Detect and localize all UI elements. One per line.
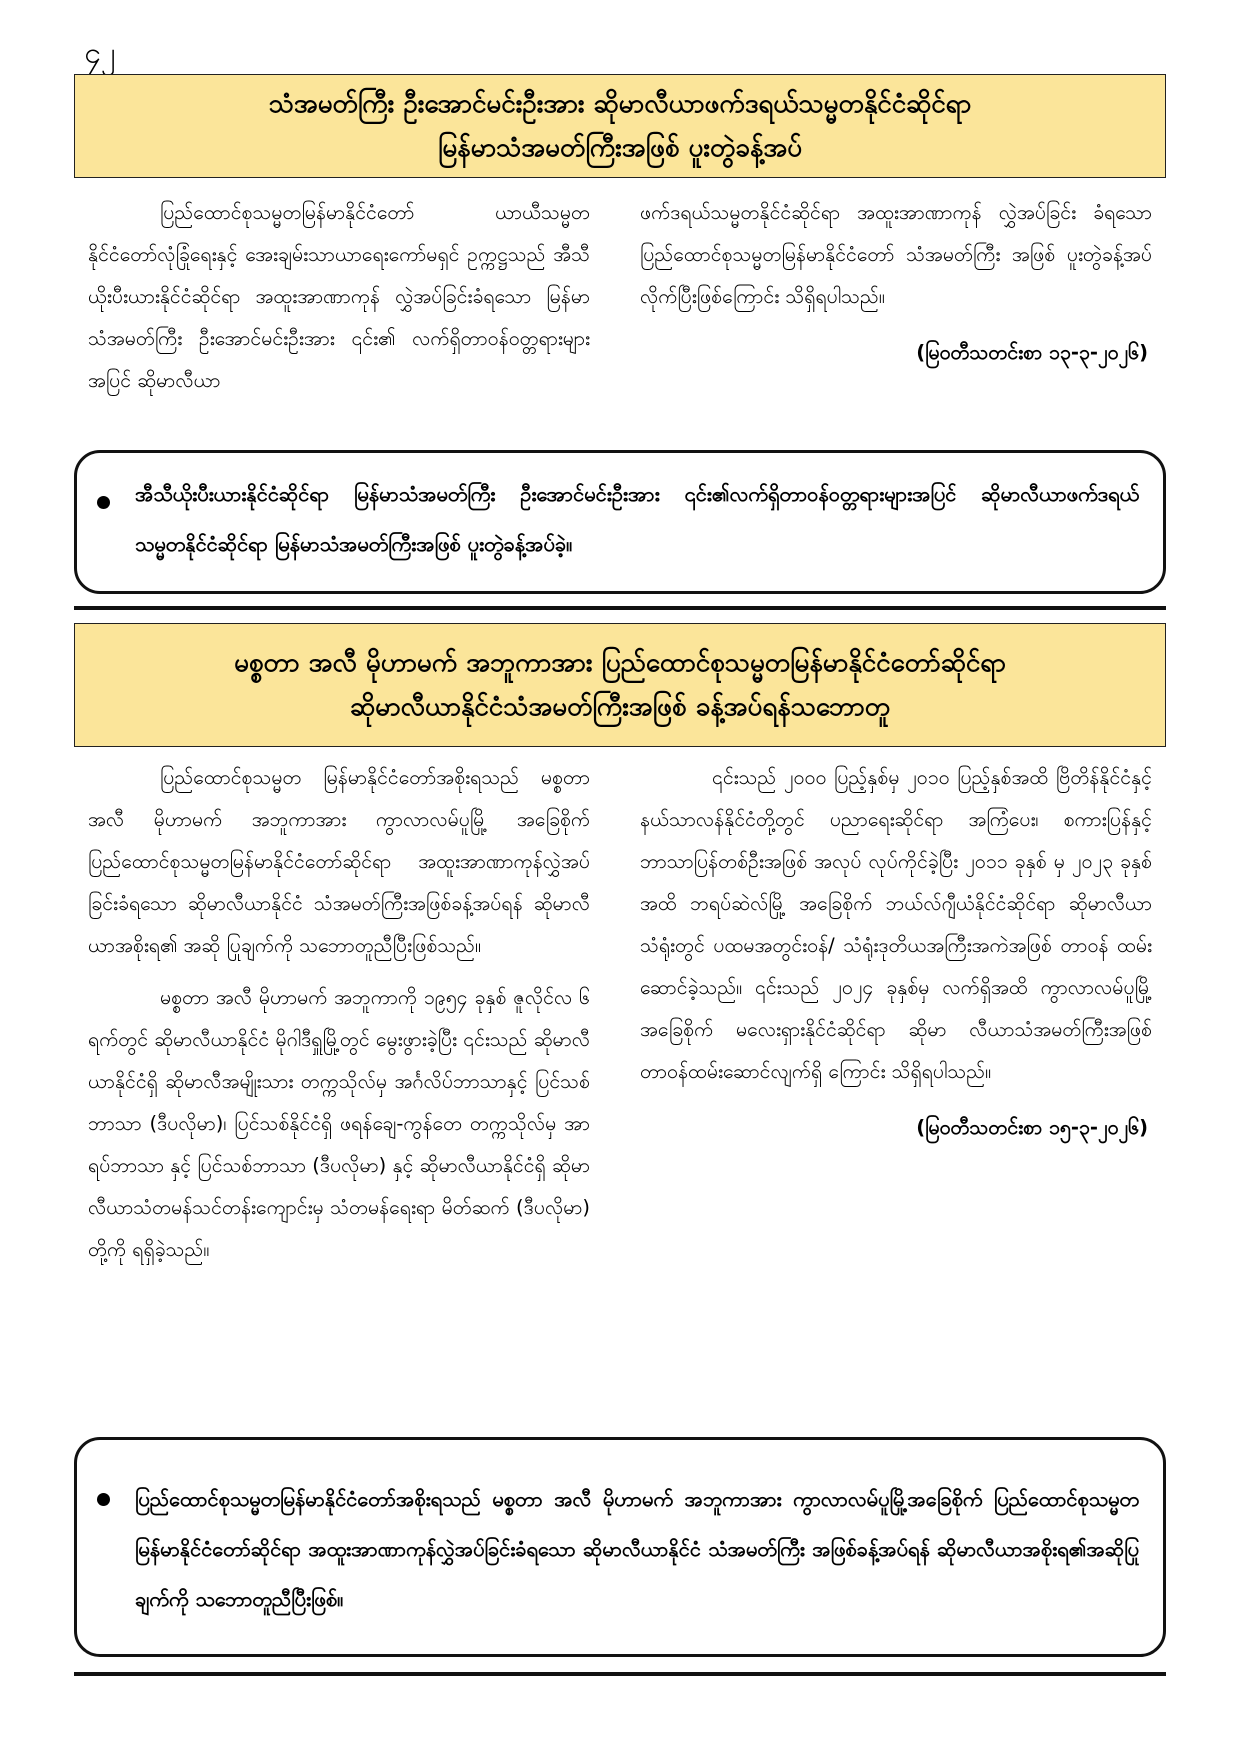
article-2-left-paragraph-1: ပြည်ထောင်စုသမ္မတ မြန်မာနိုင်ငံတော်အစိုးရသည် မစ္စတာ အလီ မိုဟာမက် အဘူကာအား ကွာလာလမ်ပူမြို့ အခြေစိုက် ပြည်ထောင်စုသမ္မတမြန်မာနိုင်ငံတော်ဆိုင်ရာ အထူးအာဏာကုန်လွှဲအပ်ခြင်းခံရသော ဆိုမာလီယာနိုင်ငံ သံအမတ်ကြီးအဖြစ်ခန့်အပ်ရန် ဆိုမာလီယာအစိုးရ၏ အဆို ပြုချက်ကို သဘောတူညီပြီးဖြစ်သည်။ [88,766,590,957]
article-2-source: (မြဝတီသတင်းစာ ၁၅-၃-၂၀၂၆) [916,1116,1148,1139]
article-1-right-paragraph: ဖက်ဒရယ်သမ္မတနိုင်ငံဆိုင်ရာ အထူးအာဏာကုန် လွှဲအပ်ခြင်း ခံရသော ပြည်ထောင်စုသမ္မတမြန်မာနိုင်ငံတော် သံအမတ်ကြီး အဖြစ် ပူးတွဲခန့်အပ်လိုက်ပြီးဖြစ်ကြောင်း သိရှိရပါသည်။ [640,201,1152,308]
article-2-left-paragraph-2: မစ္စတာ အလီ မိုဟာမက် အဘူကာကို ၁၉၅၄ ခုနှစ် ဇူလိုင်လ ၆ ရက်တွင် ဆိုမာလီယာနိုင်ငံ မိုဂါဒီရှူမြို့တွင် မွေးဖွားခဲ့ပြီး ၎င်းသည် ဆိုမာလီယာနိုင်ငံရှိ ဆိုမာလီအမျိုးသား တက္ကသိုလ်မှ အင်္ဂလိပ်ဘာသာနှင့် ပြင်သစ်ဘာသာ (ဒီပလိုမာ)၊ ပြင်သစ်နိုင်ငံရှိ ဖရန်ချေ-ကွန်တေ တက္ကသိုလ်မှ အာရပ်ဘာသာ နှင့် ပြင်သစ်ဘာသာ (ဒီပလိုမာ) နှင့် ဆိုမာလီယာနိုင်ငံရှိ ဆိုမာလီယာသံတမန်သင်တန်းကျောင်းမှ သံတမန်ရေးရာ မိတ်ဆက် (ဒီပလိုမာ) တို့ကို ရရှိခဲ့သည်။ [88,986,590,1261]
page-number: ၄၂ [84,36,116,71]
article-1-summary: အီသီယိုးပီးယားနိုင်ငံဆိုင်ရာ မြန်မာသံအမတ်ကြီး ဦးအောင်မင်းဦးအား ၎င်း၏လက်ရှိတာဝန်ဝတ္တရားများအပြင် ဆိုမာလီယာဖက်ဒရယ်သမ္မတနိုင်ငံဆိုင်ရာ မြန်မာသံအမတ်ကြီးအဖြစ် ပူးတွဲခန့်အပ်ခဲ့။ [135,482,1139,556]
bullet-icon [97,1493,110,1506]
article-2-summary-box [74,1437,1166,1657]
article-1-right-column [640,192,1152,374]
article-1-left-column [88,192,590,402]
bottom-divider [74,1672,1166,1676]
article-1-title [74,74,1166,178]
article-1-title-line-2: မြန်မာသံအမတ်ကြီးအဖြစ် ပူးတွဲခန့်အပ် [437,133,803,163]
section-divider [74,606,1166,610]
article-1-left-paragraph: ပြည်ထောင်စုသမ္မတမြန်မာနိုင်ငံတော် ယာယီသမ္မတ နိုင်ငံတော်လုံခြုံရေးနှင့် အေးချမ်းသာယာရေးကော်မရှင် ဥက္ကဋ္ဌသည် အီသီယိုးပီးယားနိုင်ငံဆိုင်ရာ အထူးအာဏာကုန် လွှဲအပ်ခြင်းခံရသော မြန်မာသံအမတ်ကြီး ဦးအောင်မင်းဦးအား ၎င်း၏ လက်ရှိတာဝန်ဝတ္တရားများအပြင် ဆိုမာလီယာ [88,201,590,392]
article-2-title-line-2: ဆိုမာလီယာနိုင်ငံသံအမတ်ကြီးအဖြစ် ခန့်အပ်ရန်သဘောတူ [349,692,891,722]
article-1-summary-box [74,450,1166,594]
article-1-title-line-1: သံအမတ်ကြီး ဦးအောင်မင်းဦးအား ဆိုမာလီယာဖက်ဒရယ်သမ္မတနိုင်ငံဆိုင်ရာ [268,89,972,119]
article-2-right-paragraph: ၎င်းသည် ၂၀၀၀ ပြည့်နှစ်မှ ၂၀၁၀ ပြည့်နှစ်အထိ ဗြိတိန်နိုင်ငံနှင့် နယ်သာလန်နိုင်ငံတို့တွင် ပညာရေးဆိုင်ရာ အကြံပေး၊ စကားပြန်နှင့် ဘာသာပြန်တစ်ဦးအဖြစ် အလုပ် လုပ်ကိုင်ခဲ့ပြီး ၂၀၁၁ ခုနှစ် မှ ၂၀၂၃ ခုနှစ်အထိ ဘရပ်ဆဲလ်မြို့ အခြေစိုက် ဘယ်လ်ဂျီယံနိုင်ငံဆိုင်ရာ ဆိုမာလီယာသံရုံးတွင် ပထမအတွင်းဝန်/ သံရုံးဒုတိယအကြီးအကဲအဖြစ် တာဝန် ထမ်းဆောင်ခဲ့သည်။ ၎င်းသည် ၂၀၂၄ ခုနှစ်မှ လက်ရှိအထိ ကွာလာလမ်ပူမြို့အခြေစိုက် မလေးရှားနိုင်ငံဆိုင်ရာ ဆိုမာ လီယာသံအမတ်ကြီးအဖြစ် တာဝန်ထမ်းဆောင်လျက်ရှိ ကြောင်း သိရှိရပါသည်။ [640,766,1152,1083]
article-2-left-column [88,757,590,1271]
bullet-icon [97,496,110,509]
article-2-right-column [640,757,1152,1149]
article-2-title [74,623,1166,747]
article-2-summary: ပြည်ထောင်စုသမ္မတမြန်မာနိုင်ငံတော်အစိုးရသည် မစ္စတာ အလီ မိုဟာမက် အဘူကာအား ကွာလာလမ်ပူမြို့အခြေစိုက် ပြည်ထောင်စုသမ္မတမြန်မာနိုင်ငံတော်ဆိုင်ရာ အထူးအာဏာကုန်လွှဲအပ်ခြင်းခံရသော ဆိုမာလီယာနိုင်ငံ သံအမတ်ကြီး အဖြစ်ခန့်အပ်ရန် ဆိုမာလီယာအစိုးရ၏အဆိုပြုချက်ကို သဘောတူညီပြီးဖြစ်။ [135,1487,1139,1611]
article-1-source: (မြဝတီသတင်းစာ ၁၃-၃-၂၀၂၆) [916,341,1148,364]
article-2-title-line-1: မစ္စတာ အလီ မိုဟာမက် အဘူကာအား ပြည်ထောင်စုသမ္မတမြန်မာနိုင်ငံတော်ဆိုင်ရာ [234,648,1006,678]
